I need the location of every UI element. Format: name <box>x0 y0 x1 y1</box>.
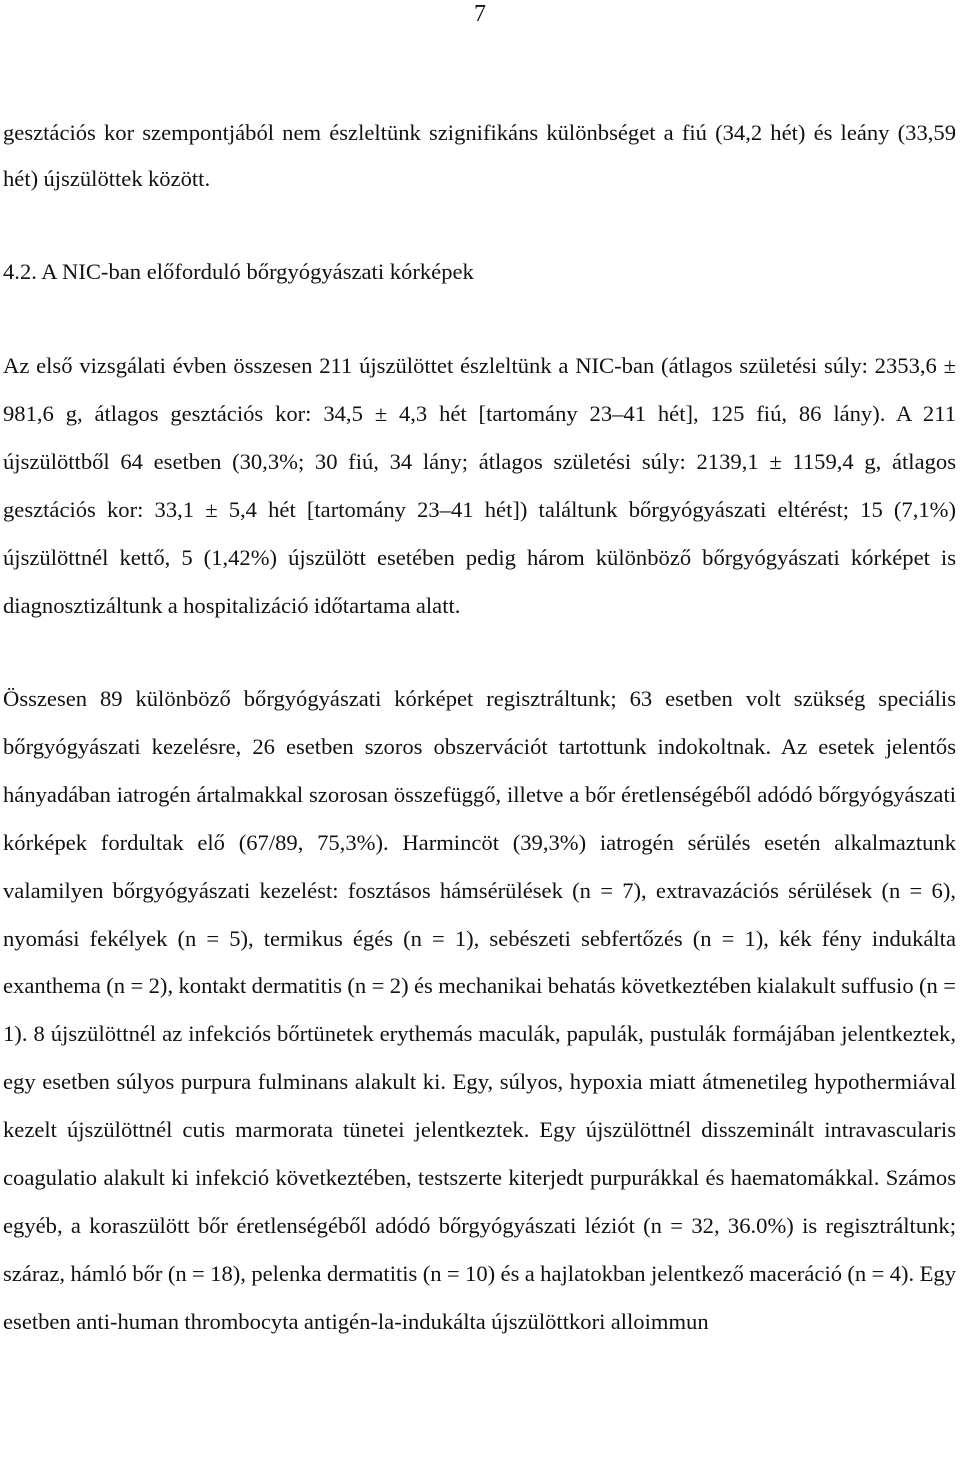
page-number: 7 <box>474 1 486 27</box>
paragraph-dermatological-findings: Összesen 89 különböző bőrgyógyászati kórképet regisztráltunk; 63 esetben volt szükség speciális bőrgyógyászati kezelésre, 26 esetben szoros obszervációt tartottunk indokoltnak. Az esetek jelentős hányadában iatrogén ártalmakkal szorosan összefüggő, illetve a bőr éretlenségéből adódó bőrgyógyászati kórképek fordultak elő (67/89, 75,3%). Harmincöt (39,3%) iatrogén sérülés esetén alkalmaztunk valamilyen bőrgyógyászati kezelést: fosztásos hámsérülések (n = 7), extravazációs sérülések (n = 6), nyomási fekélyek (n = 5), termikus égés (n = 1), sebészeti sebfertőzés (n = 1), kék fény indukálta exanthema (n = 2), kontakt dermatitis (n = 2) és mechanikai behatás következtében kialakult suffusio (n = 1). 8 újszülöttnél az infekciós bőrtünetek erythemás maculák, papulák, pustulák formájában jelentkeztek, egy esetben súlyos purpura fulminans alakult ki. Egy, súlyos, hypoxia miatt átmenetileg hypothermiával kezelt újszülöttnél cutis marmorata tünetei jelentkeztek. Egy újszülöttnél disszeminált intravascularis coagulatio alakult ki infekció következtében, testszerte kiterjedt purpurákkal és haematomákkal. Számos egyéb, a koraszülött bőr éretlenségéből adódó bőrgyógyászati léziót (n = 32, 36.0%) is regisztráltunk; száraz, hámló bőr (n = 18), pelenka dermatitis (n = 10) és a hajlatokban jelentkező maceráció (n = 4). Egy esetben anti-human thrombocyta antigén-la-indukálta újszülöttkori alloimmun <box>3 686 956 1334</box>
paragraph-patient-cohort: Az első vizsgálati évben összesen 211 újszülöttet észleltünk a NIC-ban (átlagos születési súly: 2353,6 ± 981,6 g, átlagos gesztációs kor: 34,5 ± 4,3 hét [tartomány 23–41 hét], 125 fiú, 86 lány). A 211 újszülöttből 64 esetben (30,3%; 30 fiú, 34 lány; átlagos születési súly: 2139,1 ± 1159,4 g, átlagos gesztációs kor: 33,1 ± 5,4 hét [tartomány 23–41 hét]) találtunk bőrgyógyászati eltérést; 15 (7,1%) újszülöttnél kettő, 5 (1,42%) újszülött esetében pedig három különböző bőrgyógyászati kórképet is diagnosztizáltunk a hospitalizáció időtartama alatt. <box>3 353 956 618</box>
paragraph-gestational-age: gesztációs kor szempontjából nem észleltünk szignifikáns különbséget a fiú (34,2 hét) és leány (33,59 hét) újszülöttek között. <box>3 120 956 191</box>
section-heading: 4.2. A NIC-ban előforduló bőrgyógyászati kórképek <box>3 259 474 284</box>
